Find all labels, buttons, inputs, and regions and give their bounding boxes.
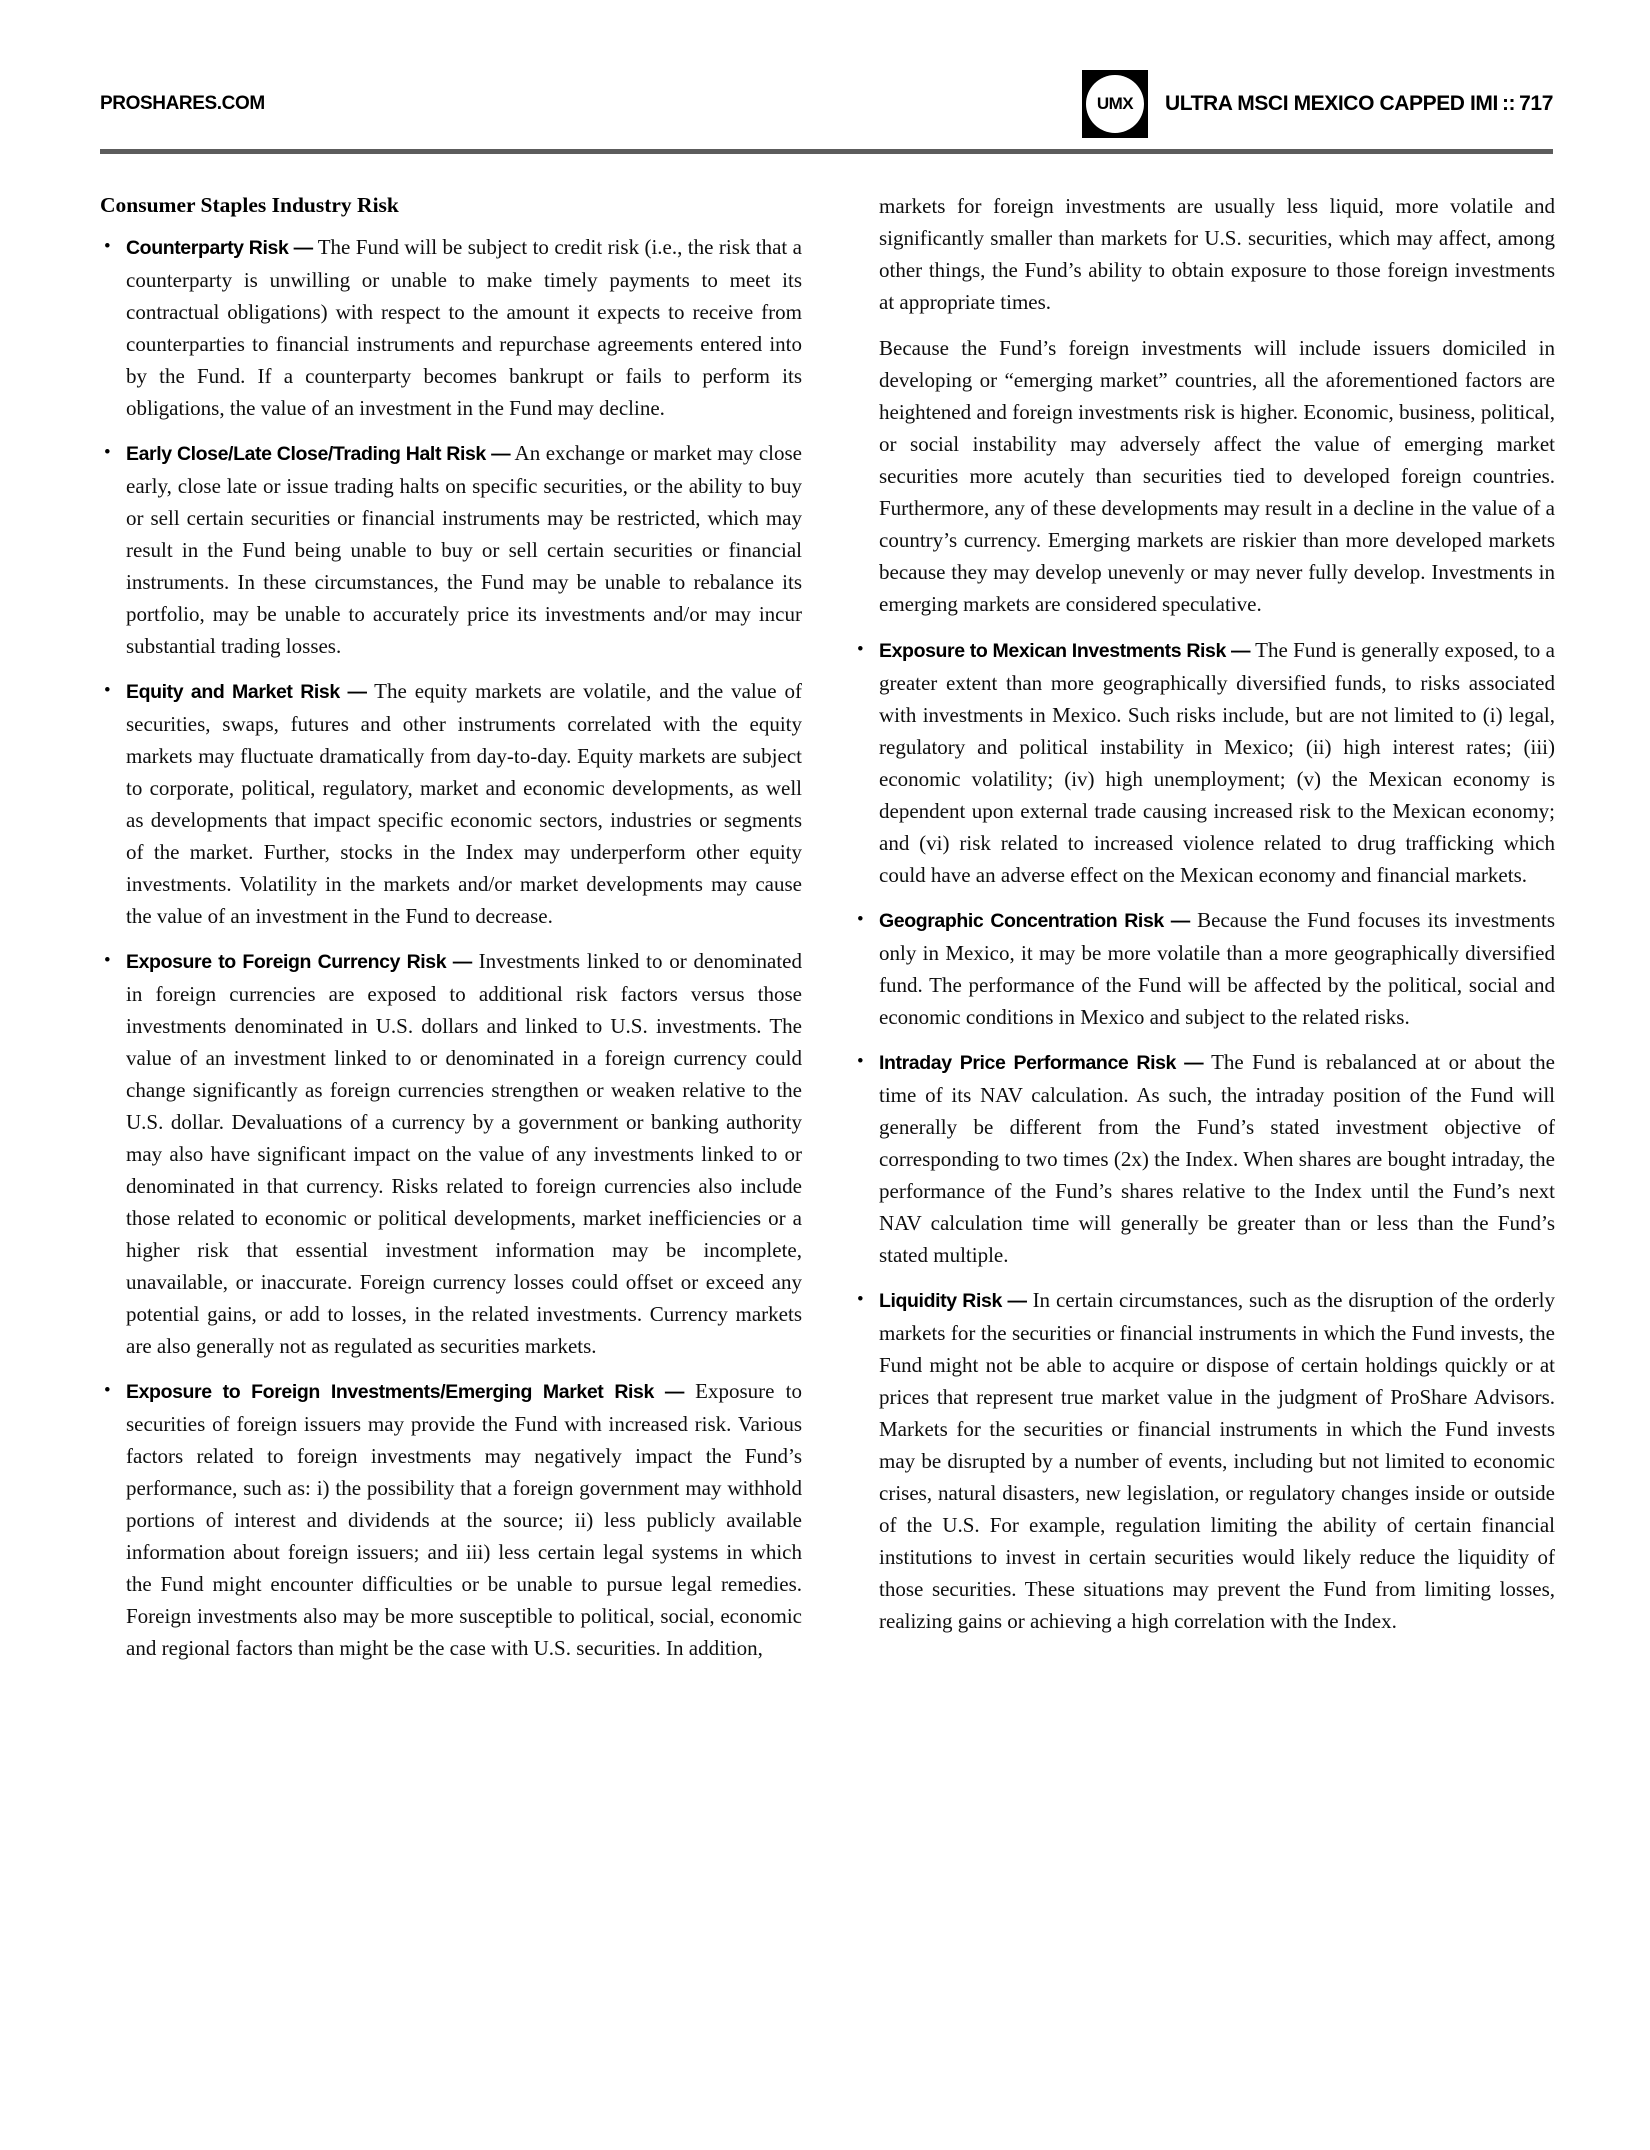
bullet-icon: • (104, 680, 111, 701)
site-name: PROSHARES.COM (100, 93, 265, 114)
risk-item-body: Exposure to securities of foreign issuers may provide the Fund with increased risk. Various factors related to foreign investments may negatively impact the Fund’s performance, such as: i) the possibility that a foreign government may withhold portions of interest and dividends at the source; ii) less publicly available information about foreign issuers; and iii) less certain legal systems in which the Fund might encounter difficulties or be unable to pursue legal remedies. Foreign investments also may be more susceptible to political, social, economic and regional factors than might be the case with U.S. securities. In addition, (126, 1379, 802, 1660)
continuation-paragraph: Because the Fund’s foreign investments will include issuers domiciled in developing or “emerging market” countries, all the aforementioned factors are heightened and foreign investments risk is higher. Economic, business, political, or social instability may adversely affect the value of emerging market securities more acutely than securities tied to developed foreign countries. Furthermore, any of these developments may result in a decline in the value of a country’s currency. Emerging markets are riskier than more developed markets because they may develop unevenly or may never fully develop. Investments in emerging markets are considered speculative. (879, 336, 1555, 616)
logo-ticker-label: UMX (1096, 94, 1134, 113)
risk-item-title: Equity and Market Risk — (126, 681, 367, 703)
continuation-paragraph: markets for foreign investments are usually less liquid, more volatile and significantly smaller than markets for U.S. securities, which may affect, among other things, the Fund’s ability to obtain exposure to those foreign investments at appropriate times. (879, 194, 1555, 314)
risk-item-body: Investments linked to or denominated in foreign currencies are exposed to additional risk factors versus those investments denominated in U.S. dollars and linked to U.S. investments. The value of an investment linked to or denominated in a foreign currency could change significantly as foreign currencies strengthen or weaken relative to the U.S. dollar. Devaluations of a currency by a government or banking authority may also have significant impact on the value of any investments linked to or denominated in that currency. Risks related to foreign currencies also include those related to economic or political developments, market inefficiencies or a higher risk that essential investment information may be incomplete, unavailable, or inaccurate. Foreign currency losses could offset or exceed any potential gains, or add to losses, in the related investments. Currency markets are also generally not as regulated as securities markets. (126, 949, 802, 1358)
header-right-group (1082, 70, 1553, 138)
page-number: 717 (1519, 92, 1553, 115)
bullet-icon: • (104, 442, 111, 463)
risk-item-body: The Fund is generally exposed, to a greater extent than more geographically diversified funds, to risks associated with investments in Mexico. Such risks include, but are not limited to (i) legal, regulatory and political instability in Mexico; (ii) high interest rates; (iii) economic volatility; (iv) high unemployment; (v) the Mexican economy is dependent upon external trade causing increased risk to the Mexican economy; and (vi) risk related to increased violence related to drug trafficking which could have an adverse effect on the Mexican economy and financial markets. (879, 638, 1555, 887)
risk-item (853, 1284, 1555, 1637)
fund-title (1165, 92, 1553, 116)
risk-item-body: In certain circumstances, such as the disruption of the orderly markets for the securities or financial instruments in which the Fund invests, the Fund might not be able to acquire or dispose of certain holdings quickly or at prices that represent true market value in the judgment of ProShare Advisors. Markets for the securities or financial instruments in which the Fund invests may be disrupted by a number of events, including but not limited to economic crises, natural disasters, new legislation, or regulatory changes inside or outside of the U.S. For example, regulation limiting the ability of certain financial institutions to invest in certain securities would likely reduce the liquidity of those securities. These situations may prevent the Fund from limiting losses, realizing gains or achieving a high correlation with the Index. (879, 1288, 1556, 1633)
risk-item-body: An exchange or market may close early, close late or issue trading halts on specific securities, or the ability to buy or sell certain securities or financial instruments may be restricted, which may result in the Fund being unable to buy or sell certain securities or financial instruments. In these circumstances, the Fund may be unable to rebalance its portfolio, may be unable to accurately price its investments and/or may incur substantial trading losses. (126, 441, 802, 658)
bullet-icon: • (857, 909, 864, 930)
risk-item-title: Counterparty Risk — (126, 237, 313, 259)
bullet-icon: • (104, 950, 111, 971)
risk-item (100, 945, 802, 1362)
risk-item-title: Exposure to Mexican Investments Risk — (879, 640, 1251, 662)
risk-item (100, 437, 802, 662)
header-divider-rule (100, 149, 1553, 154)
risk-item (853, 634, 1555, 891)
risk-item-title: Intraday Price Performance Risk — (879, 1052, 1204, 1074)
risk-item-title: Liquidity Risk — (879, 1290, 1027, 1312)
risk-item (100, 675, 802, 932)
risk-item (100, 231, 802, 424)
bullet-icon: • (857, 1051, 864, 1072)
fund-title-separator: :: (1501, 92, 1516, 115)
risk-item (853, 904, 1555, 1033)
risk-item-body: The Fund will be subject to credit risk (i.e., the risk that a counterparty is unwilling or unable to make timely payments to meet its contractual obligations) with respect to the amount it expects to receive from counterparties to financial instruments and repurchase agreements entered into by the Fund. If a counterparty becomes bankrupt or fails to perform its obligations, the value of an investment in the Fund may decline. (126, 235, 802, 420)
risk-item-title: Exposure to Foreign Currency Risk — (126, 951, 472, 973)
fund-title-name: ULTRA MSCI MEXICO CAPPED IMI (1164, 92, 1498, 115)
risk-item-title: Early Close/Late Close/Trading Halt Risk — (126, 443, 511, 465)
risk-item-body: The Fund is rebalanced at or about the time of its NAV calculation. As such, the intraday position of the Fund will generally be different from the Fund’s stated investment objective of corresponding to two times (2x) the Index. When shares are bought intraday, the performance of the Fund’s shares relative to the Index until the Fund’s next NAV calculation time will generally be greater than or less than the Fund’s stated multiple. (879, 1050, 1555, 1267)
logo-circle (1086, 75, 1144, 133)
risk-item (853, 1046, 1555, 1271)
risk-list-left (100, 231, 802, 1664)
fund-ticker-logo (1082, 70, 1148, 138)
section-heading: Consumer Staples Industry Risk (100, 193, 399, 217)
risk-list-right (853, 634, 1555, 1637)
risk-item (100, 1375, 802, 1664)
risk-item-body: The equity markets are volatile, and the value of securities, swaps, futures and other instruments correlated with the equity markets may fluctuate dramatically from day-to-day. Equity markets are subject to corporate, political, regulatory, market and economic developments, as well as developments that impact specific economic sectors, industries or segments of the market. Further, stocks in the Index may underperform other equity investments. Volatility in the markets and/or market developments may cause the value of an investment in the Fund to decrease. (126, 679, 803, 928)
left-column (100, 190, 802, 1677)
bullet-icon: • (104, 236, 111, 257)
bullet-icon: • (857, 639, 864, 660)
risk-item-title: Geographic Concentration Risk — (879, 910, 1190, 932)
right-column (853, 190, 1555, 1650)
bullet-icon: • (857, 1289, 864, 1310)
risk-item-body: Because the Fund focuses its investments only in Mexico, it may be more volatile than a more geographically diversified fund. The performance of the Fund will be affected by the political, social and economic conditions in Mexico and subject to the related risks. (879, 908, 1555, 1029)
bullet-icon: • (104, 1380, 111, 1401)
risk-item-title: Exposure to Foreign Investments/Emerging Market Risk — (126, 1381, 684, 1403)
